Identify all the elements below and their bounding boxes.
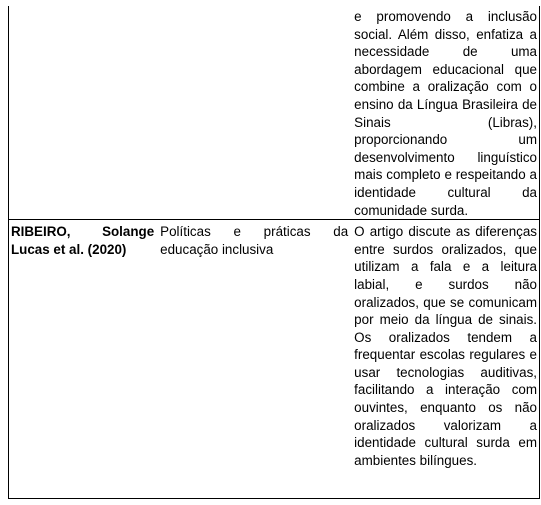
table-row [8,220,540,470]
author-cell: RIBEIRO, Solange Lucas et al. (2020) [8,220,157,470]
title-cell: Políticas e práticas da educação inclusiva [157,220,351,470]
summary-cell: O artigo discute as diferenças entre surdos oralizados, que utilizam a fala e a leitura labial, e surdos não oralizados, que se comunicam por meio da língua de sinais. Os oralizados tendem a frequentar escolas regulares e usar tecnologias auditivas, facilitando a interação com ouvintes, enquanto os não oralizados valorizam a identidade cultural surda em ambientes bilíngues. [351,220,540,470]
literature-review-table [8,6,540,469]
summary-cell: e promovendo a inclusão social. Além disso, enfatiza a necessidade de uma abordagem educacional que combine a oralização com o ensino da Língua Brasileira de Sinais (Libras), proporcionando um desenvolvimento linguístico mais completo e respeitando a identidade cultural da comunidade surda. [354,9,537,218]
table-row [8,6,540,220]
table-bottom-rule [8,498,540,499]
title-cell [157,6,351,220]
author-cell [8,6,157,220]
